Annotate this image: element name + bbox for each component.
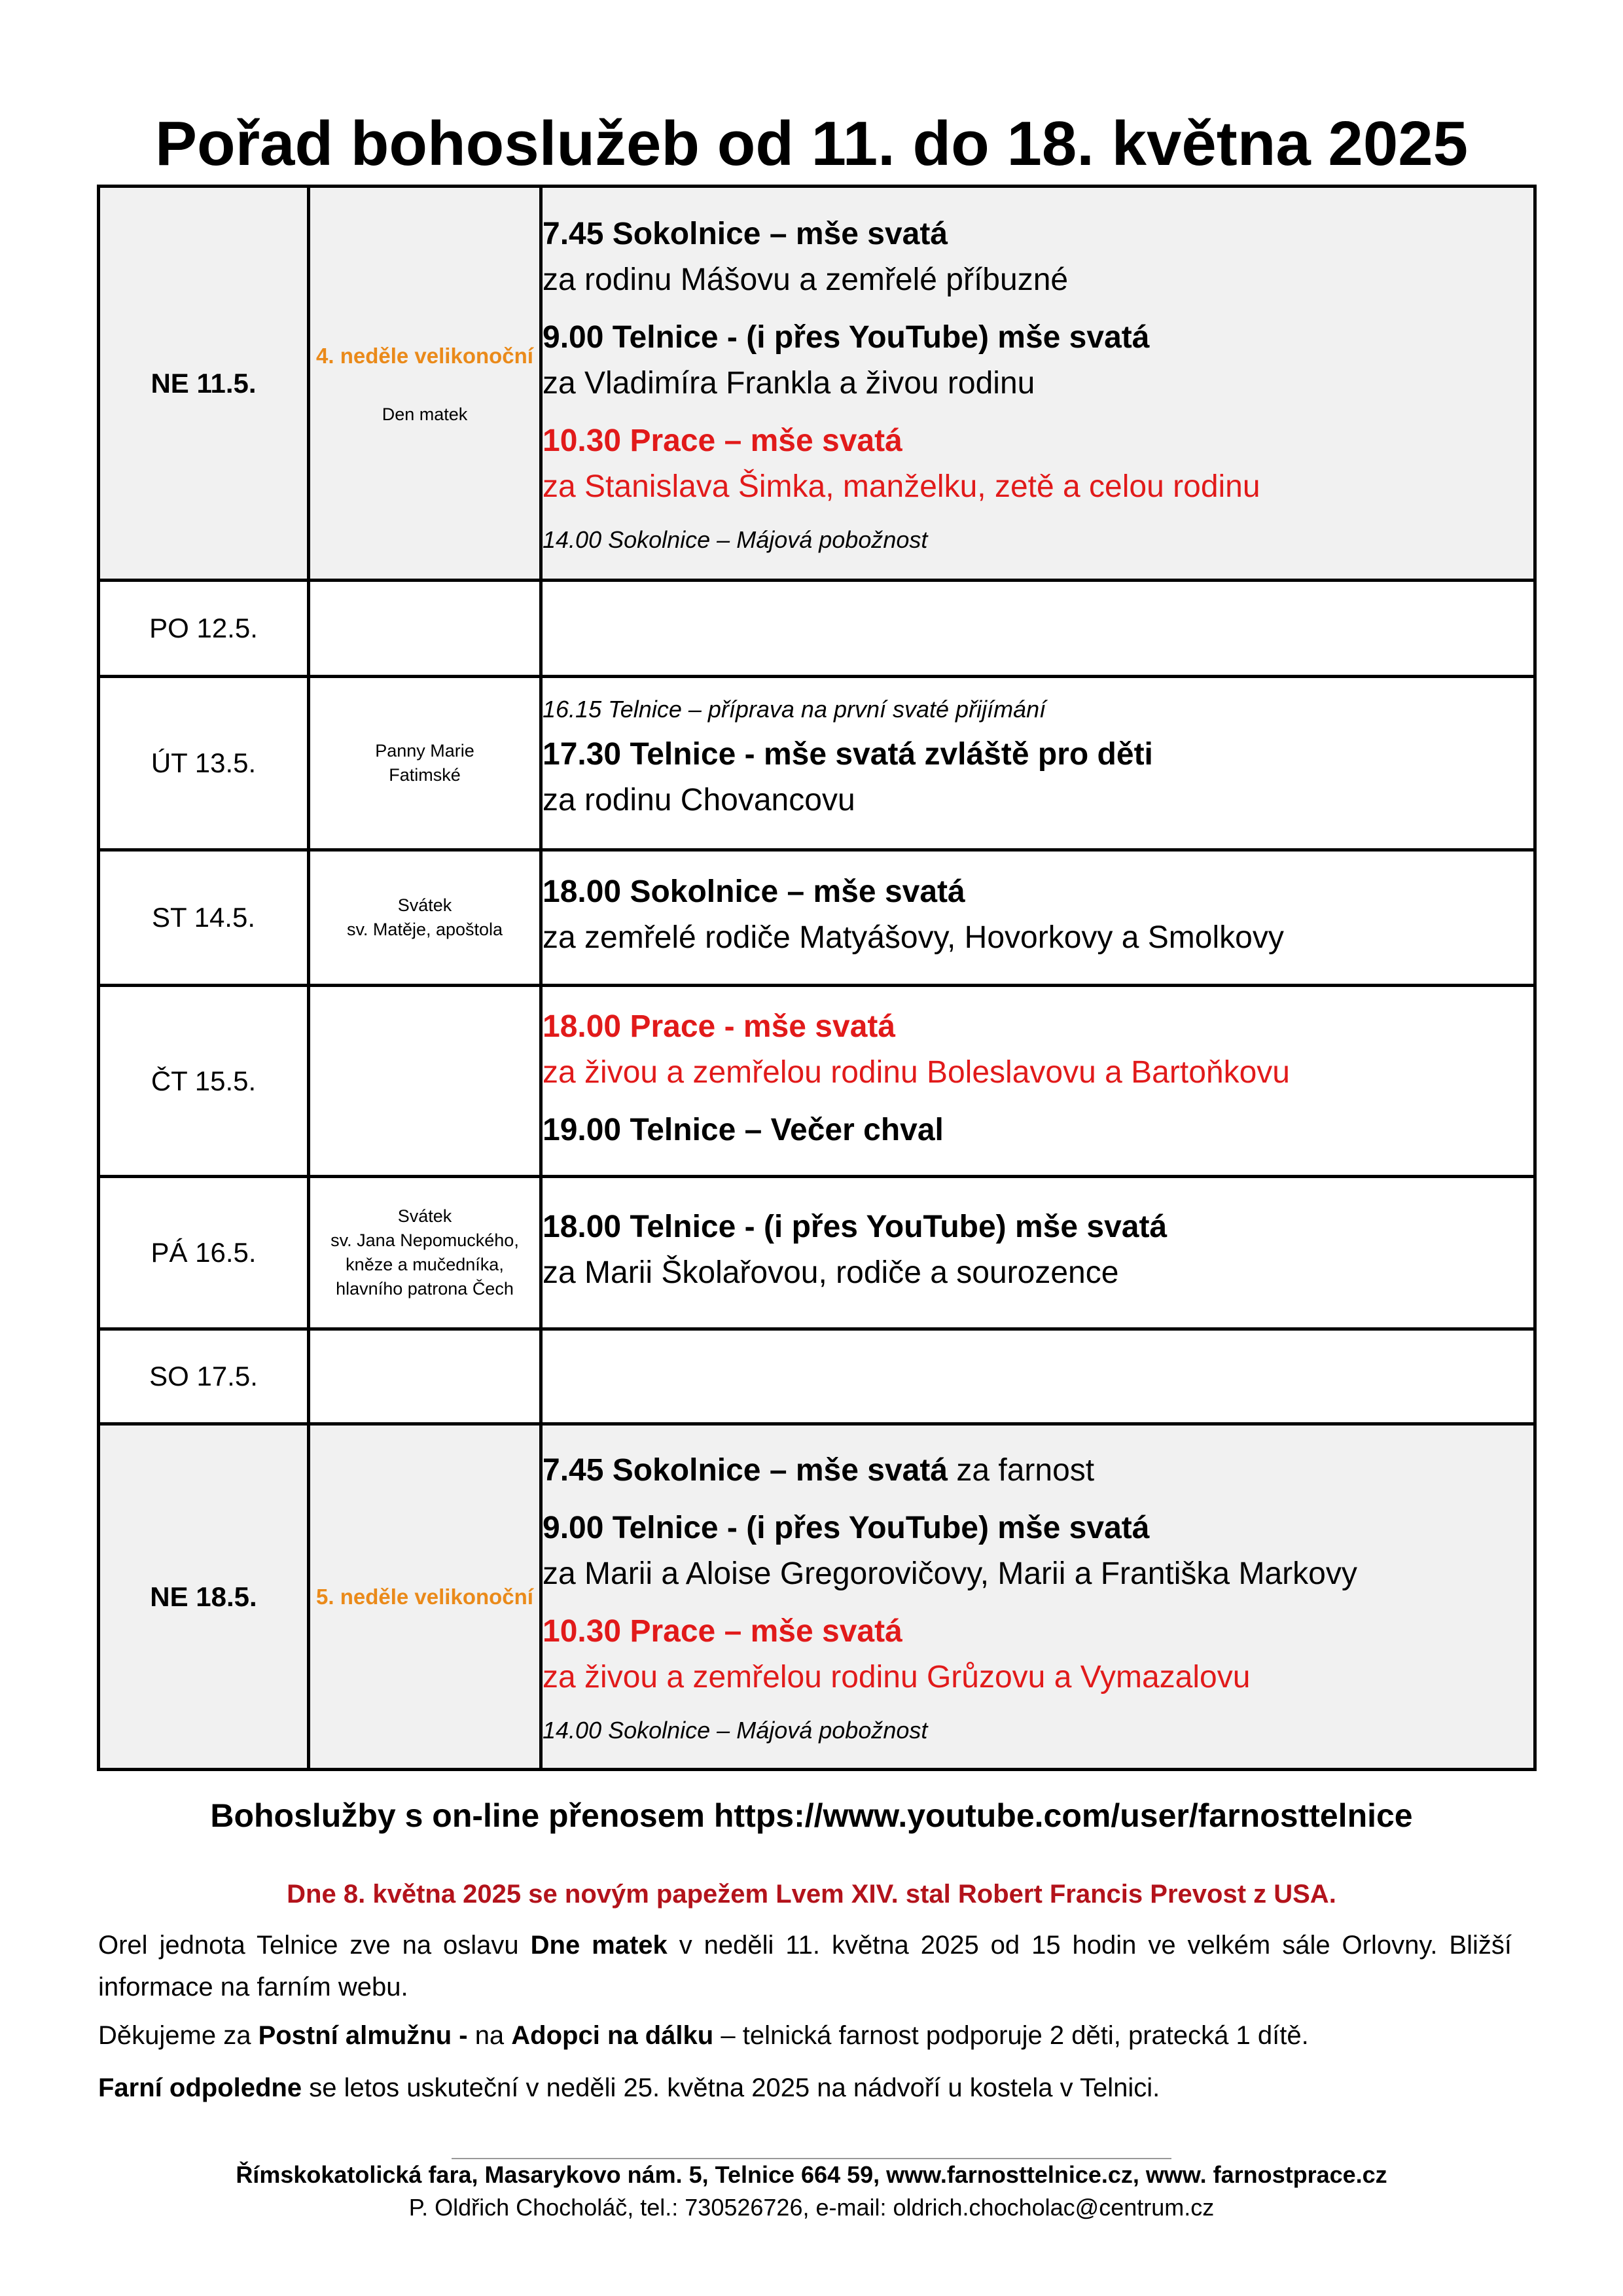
service-item xyxy=(543,869,1533,961)
schedule-row xyxy=(99,986,1535,1177)
service-item xyxy=(543,315,1533,406)
feast-cell xyxy=(309,187,541,581)
service-title: 7.45 Sokolnice – mše svatá xyxy=(543,216,948,251)
text-run: na xyxy=(474,2021,512,2050)
footer-address: Římskokatolická fara, Masarykovo nám. 5, Telnice 664 59, www.farnosttelnice.cz, www. farnostprace.cz xyxy=(236,2161,1387,2188)
schedule-row xyxy=(99,1329,1535,1424)
service-intention: za Marii a Aloise Gregorovičovy, Marii a Františka Markovy xyxy=(543,1556,1357,1591)
page-title: Pořad bohoslužeb od 11. do 18. května 2025 xyxy=(155,109,1468,179)
day-label: ÚT 13.5. xyxy=(99,677,309,850)
schedule-row xyxy=(99,677,1535,850)
day-label: PO 12.5. xyxy=(99,581,309,677)
day-label: NE 11.5. xyxy=(99,187,309,581)
text-run: Orel jednota Telnice zve na oslavu xyxy=(98,1931,531,1960)
service-item xyxy=(543,1204,1533,1296)
text-run: v neděli 11. května 2025 od 15 hodin ve velkém sále Orlovny. Bližší informace na farním webu. xyxy=(98,1931,1512,2001)
schedule-row xyxy=(99,1177,1535,1329)
service-title xyxy=(543,1448,1533,1494)
feast-cell xyxy=(309,986,541,1177)
schedule-table xyxy=(97,185,1537,1771)
feast-cell xyxy=(309,677,541,850)
text-run-bold: Postní almužnu - xyxy=(258,2021,475,2050)
devotion-note: 14.00 Sokolnice – Májová pobožnost xyxy=(543,526,928,553)
services-cell xyxy=(541,1177,1535,1329)
services-cell xyxy=(541,187,1535,581)
feast-line: Svátek xyxy=(397,1206,452,1226)
service-title: 18.00 Sokolnice – mše svatá xyxy=(543,874,965,909)
service-title-text: 7.45 Sokolnice – mše svatá xyxy=(543,1452,948,1488)
announcement-thanks xyxy=(98,2015,1512,2056)
news-headline: Dne 8. května 2025 se novým papežem Lvem XIV. stal Robert Francis Prevost z USA. xyxy=(287,1880,1336,1909)
feast-title: 5. neděle velikonoční xyxy=(316,1584,533,1609)
feast-cell xyxy=(309,1424,541,1770)
feast-line: kněze a mučedníka, xyxy=(346,1255,504,1274)
services-cell xyxy=(541,986,1535,1177)
service-title: 19.00 Telnice – Večer chval xyxy=(543,1112,944,1147)
feast-line: sv. Matěje, apoštola xyxy=(346,920,503,939)
feast-subtitle: Den matek xyxy=(382,404,468,424)
service-title: 9.00 Telnice - (i přes YouTube) mše svatá xyxy=(543,319,1150,355)
footer-divider xyxy=(452,2158,1171,2159)
text-run: – telnická farnost podporuje 2 děti, pratecká 1 dítě. xyxy=(713,2021,1309,2050)
text-run-bold: Adopci na dálku xyxy=(511,2021,714,2050)
feast-line: Svátek xyxy=(397,895,452,915)
devotion-note: 14.00 Sokolnice – Májová pobožnost xyxy=(543,1716,928,1744)
announcement-afternoon xyxy=(98,2067,1512,2109)
services-cell xyxy=(541,581,1535,677)
service-intention: za živou a zemřelou rodinu Grůzovu a Vymazalovu xyxy=(543,1659,1251,1695)
service-item xyxy=(543,1505,1533,1597)
feast-line: Fatimské xyxy=(389,765,461,785)
feast-cell xyxy=(309,1177,541,1329)
text-run-bold: Farní odpoledne xyxy=(98,2073,302,2102)
day-label: NE 18.5. xyxy=(99,1424,309,1770)
service-title: 18.00 Telnice - (i přes YouTube) mše svatá xyxy=(543,1210,1168,1244)
service-intention: za farnost xyxy=(948,1452,1095,1488)
services-cell xyxy=(541,1329,1535,1424)
online-broadcast-notice: Bohoslužby s on-line přenosem https://www.youtube.com/user/farnosttelnice xyxy=(210,1797,1413,1834)
footer-contact: P. Oldřich Chocholáč, tel.: 730526726, e-mail: oldrich.chocholac@centrum.cz xyxy=(408,2194,1215,2221)
feast-line: sv. Jana Nepomuckého, xyxy=(330,1230,519,1250)
feast-line: hlavního patrona Čech xyxy=(336,1279,514,1299)
text-run: se letos uskuteční v neděli 25. května 2025 na nádvoří u kostela v Telnici. xyxy=(302,2073,1160,2102)
day-label: SO 17.5. xyxy=(99,1329,309,1424)
schedule-row xyxy=(99,187,1535,581)
services-cell xyxy=(541,850,1535,986)
service-intention: za rodinu Chovancovu xyxy=(543,783,855,817)
service-item xyxy=(543,418,1533,510)
schedule-row xyxy=(99,1424,1535,1770)
service-title: 9.00 Telnice - (i přes YouTube) mše svatá xyxy=(543,1510,1150,1545)
service-item xyxy=(543,1448,1533,1494)
feast-cell xyxy=(309,1329,541,1424)
service-intention: za Vladimíra Frankla a živou rodinu xyxy=(543,365,1035,401)
service-item xyxy=(543,732,1533,823)
service-title: 18.00 Prace - mše svatá xyxy=(543,1009,896,1044)
service-item xyxy=(543,1107,1533,1153)
service-title: 10.30 Prace – mše svatá xyxy=(543,1613,902,1649)
service-intention: za Stanislava Šimka, manželku, zetě a celou rodinu xyxy=(543,469,1260,504)
text-run: Děkujeme za xyxy=(98,2021,259,2050)
service-item xyxy=(543,211,1533,303)
schedule-row xyxy=(99,850,1535,986)
schedule-row xyxy=(99,581,1535,677)
preparation-note: 16.15 Telnice – příprava na první svaté přijímání xyxy=(543,696,1046,723)
service-title: 10.30 Prace – mše svatá xyxy=(543,423,902,458)
day-label: ČT 15.5. xyxy=(99,986,309,1177)
service-title: 17.30 Telnice - mše svatá zvláště pro děti xyxy=(543,737,1153,772)
text-run-bold: Dne matek xyxy=(530,1931,668,1960)
feast-cell xyxy=(309,850,541,986)
feast-line: Panny Marie xyxy=(375,741,474,761)
day-label: PÁ 16.5. xyxy=(99,1177,309,1329)
feast-title: 4. neděle velikonoční xyxy=(316,344,533,368)
day-label: ST 14.5. xyxy=(99,850,309,986)
services-cell xyxy=(541,677,1535,850)
service-intention: za zemřelé rodiče Matyášovy, Hovorkovy a Smolkovy xyxy=(543,920,1284,955)
announcement-orel xyxy=(98,1924,1512,2008)
service-intention: za Marii Školařovou, rodiče a sourozence xyxy=(543,1255,1119,1290)
service-item xyxy=(543,1609,1533,1700)
service-intention: za živou a zemřelou rodinu Boleslavovu a Bartoňkovu xyxy=(543,1054,1290,1090)
service-intention: za rodinu Mášovu a zemřelé příbuzné xyxy=(543,262,1069,297)
services-cell xyxy=(541,1424,1535,1770)
feast-cell xyxy=(309,581,541,677)
service-item xyxy=(543,1004,1533,1096)
